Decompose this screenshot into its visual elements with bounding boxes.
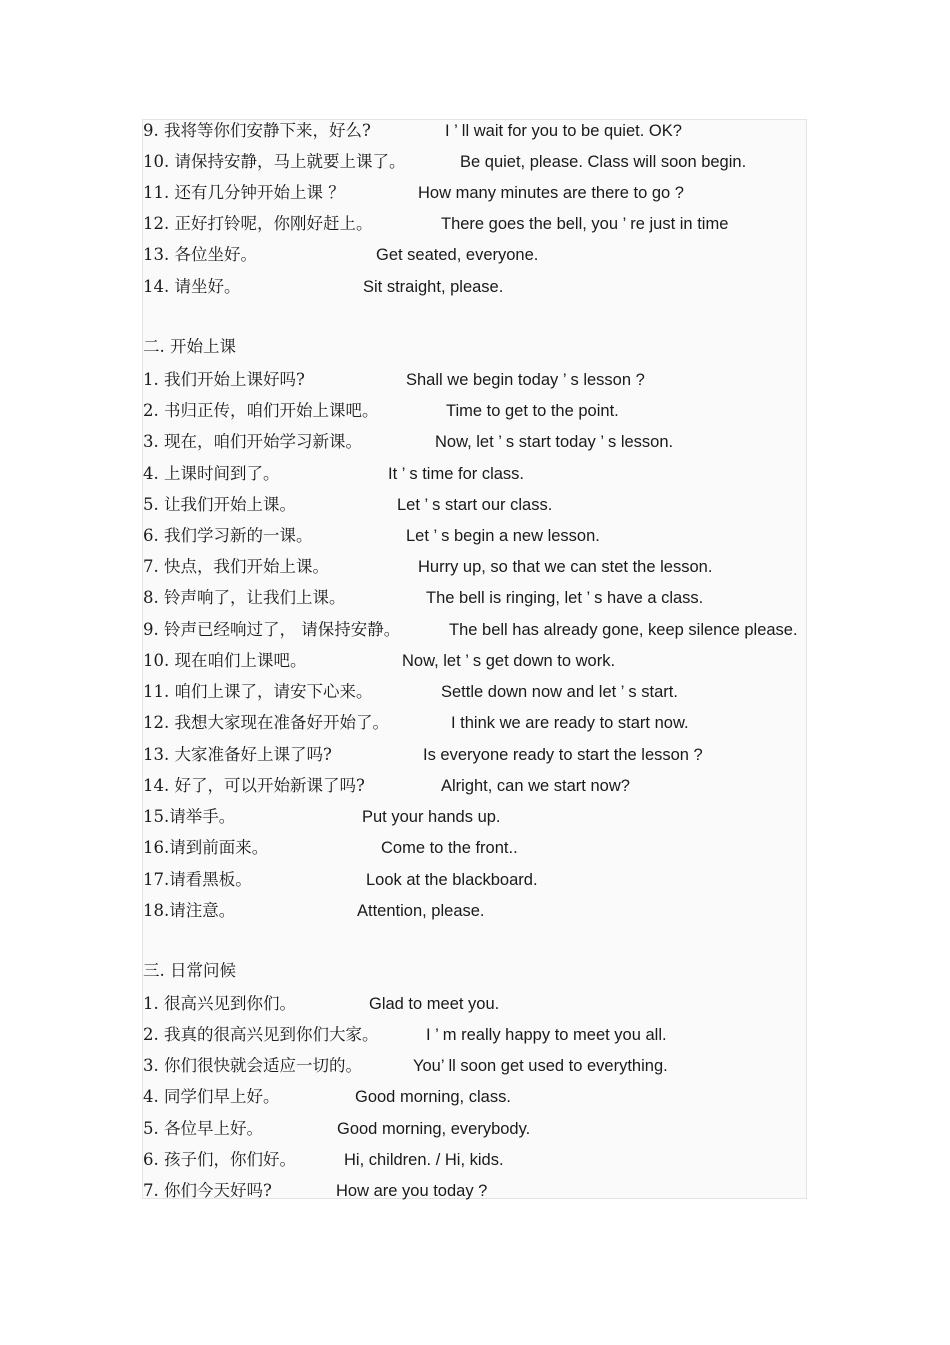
chinese-phrase: 2. 我真的很高兴见到你们大家。 bbox=[143, 1025, 379, 1044]
english-phrase: Hi, children. / Hi, kids. bbox=[344, 1151, 504, 1169]
section-2-heading: 二. 开始上课 bbox=[143, 337, 236, 356]
english-phrase: How many minutes are there to go ? bbox=[418, 184, 684, 202]
english-phrase: Sit straight, please. bbox=[363, 278, 504, 296]
english-phrase: I ’ ll wait for you to be quiet. OK? bbox=[445, 122, 682, 140]
chinese-phrase: 8. 铃声响了，让我们上课。 bbox=[143, 588, 346, 607]
english-phrase: Now, let ’ s start today ’ s lesson. bbox=[435, 433, 674, 451]
english-phrase: Alright, can we start now? bbox=[441, 777, 630, 795]
chinese-phrase: 10. 请保持安静，马上就要上课了。 bbox=[143, 152, 406, 171]
english-phrase: Get seated, everyone. bbox=[376, 246, 539, 264]
chinese-phrase: 6. 孩子们，你们好。 bbox=[143, 1150, 296, 1169]
chinese-phrase: 7. 你们今天好吗? bbox=[143, 1181, 272, 1200]
chinese-phrase: 12. 我想大家现在准备好开始了。 bbox=[143, 713, 389, 732]
chinese-phrase: 3. 现在，咱们开始学习新课。 bbox=[143, 432, 362, 451]
english-phrase: You’ ll soon get used to everything. bbox=[413, 1057, 668, 1075]
english-phrase: There goes the bell, you ’ re just in time bbox=[441, 215, 729, 233]
chinese-phrase: 9. 我将等你们安静下来，好么? bbox=[143, 121, 371, 140]
chinese-phrase: 14. 好了，可以开始新课了吗? bbox=[143, 776, 365, 795]
english-phrase: Come to the front.. bbox=[381, 839, 518, 857]
chinese-phrase: 4. 同学们早上好。 bbox=[143, 1087, 280, 1106]
chinese-phrase: 15.请举手。 bbox=[143, 807, 236, 826]
english-phrase: The bell has already gone, keep silence please. bbox=[449, 621, 798, 639]
english-phrase: Attention, please. bbox=[357, 902, 485, 920]
chinese-phrase: 12. 正好打铃呢，你刚好赶上。 bbox=[143, 214, 373, 233]
english-phrase: Good morning, class. bbox=[355, 1088, 511, 1106]
chinese-phrase: 13. 大家准备好上课了吗? bbox=[143, 745, 332, 764]
chinese-phrase: 11. 还有几分钟开始上课 ？ bbox=[143, 183, 345, 202]
chinese-phrase: 7. 快点，我们开始上课。 bbox=[143, 557, 329, 576]
english-phrase: It ’ s time for class. bbox=[388, 465, 524, 483]
english-phrase: Good morning, everybody. bbox=[337, 1120, 531, 1138]
chinese-phrase: 3. 你们很快就会适应一切的。 bbox=[143, 1056, 362, 1075]
chinese-phrase: 18.请注意。 bbox=[143, 901, 236, 920]
chinese-phrase: 14. 请坐好。 bbox=[143, 277, 241, 296]
english-phrase: Glad to meet you. bbox=[369, 995, 500, 1013]
chinese-phrase: 6. 我们学习新的一课。 bbox=[143, 526, 313, 545]
english-phrase: Let ’ s begin a new lesson. bbox=[406, 527, 600, 545]
english-phrase: Be quiet, please. Class will soon begin. bbox=[460, 153, 747, 171]
chinese-phrase: 13. 各位坐好。 bbox=[143, 245, 257, 264]
section-3-heading: 三. 日常问候 bbox=[143, 961, 236, 980]
english-phrase: Now, let ’ s get down to work. bbox=[402, 652, 616, 670]
english-phrase: Shall we begin today ’ s lesson ? bbox=[406, 371, 645, 389]
chinese-phrase: 16.请到前面来。 bbox=[143, 838, 269, 857]
chinese-phrase: 2. 书归正传，咱们开始上课吧。 bbox=[143, 401, 379, 420]
chinese-phrase: 9. 铃声已经响过了， 请保持安静。 bbox=[143, 620, 401, 639]
chinese-phrase: 10. 现在咱们上课吧。 bbox=[143, 651, 307, 670]
chinese-phrase: 17.请看黑板。 bbox=[143, 870, 252, 889]
english-phrase: I think we are ready to start now. bbox=[451, 714, 689, 732]
chinese-phrase: 11. 咱们上课了，请安下心来。 bbox=[143, 682, 373, 701]
chinese-phrase: 4. 上课时间到了。 bbox=[143, 464, 280, 483]
english-phrase: Put your hands up. bbox=[362, 808, 501, 826]
chinese-phrase: 5. 各位早上好。 bbox=[143, 1119, 263, 1138]
chinese-phrase: 5. 让我们开始上课。 bbox=[143, 495, 296, 514]
english-phrase: Let ’ s start our class. bbox=[397, 496, 553, 514]
english-phrase: I ’ m really happy to meet you all. bbox=[426, 1026, 667, 1044]
english-phrase: Settle down now and let ’ s start. bbox=[441, 683, 678, 701]
english-phrase: How are you today ? bbox=[336, 1182, 488, 1200]
english-phrase: The bell is ringing, let ’ s have a class. bbox=[426, 589, 704, 607]
chinese-phrase: 1. 很高兴见到你们。 bbox=[143, 994, 296, 1013]
english-phrase: Is everyone ready to start the lesson ? bbox=[423, 746, 703, 764]
english-phrase: Hurry up, so that we can stet the lesson. bbox=[418, 558, 713, 576]
chinese-phrase: 1. 我们开始上课好吗? bbox=[143, 370, 305, 389]
english-phrase: Time to get to the point. bbox=[446, 402, 619, 420]
english-phrase: Look at the blackboard. bbox=[366, 871, 538, 889]
